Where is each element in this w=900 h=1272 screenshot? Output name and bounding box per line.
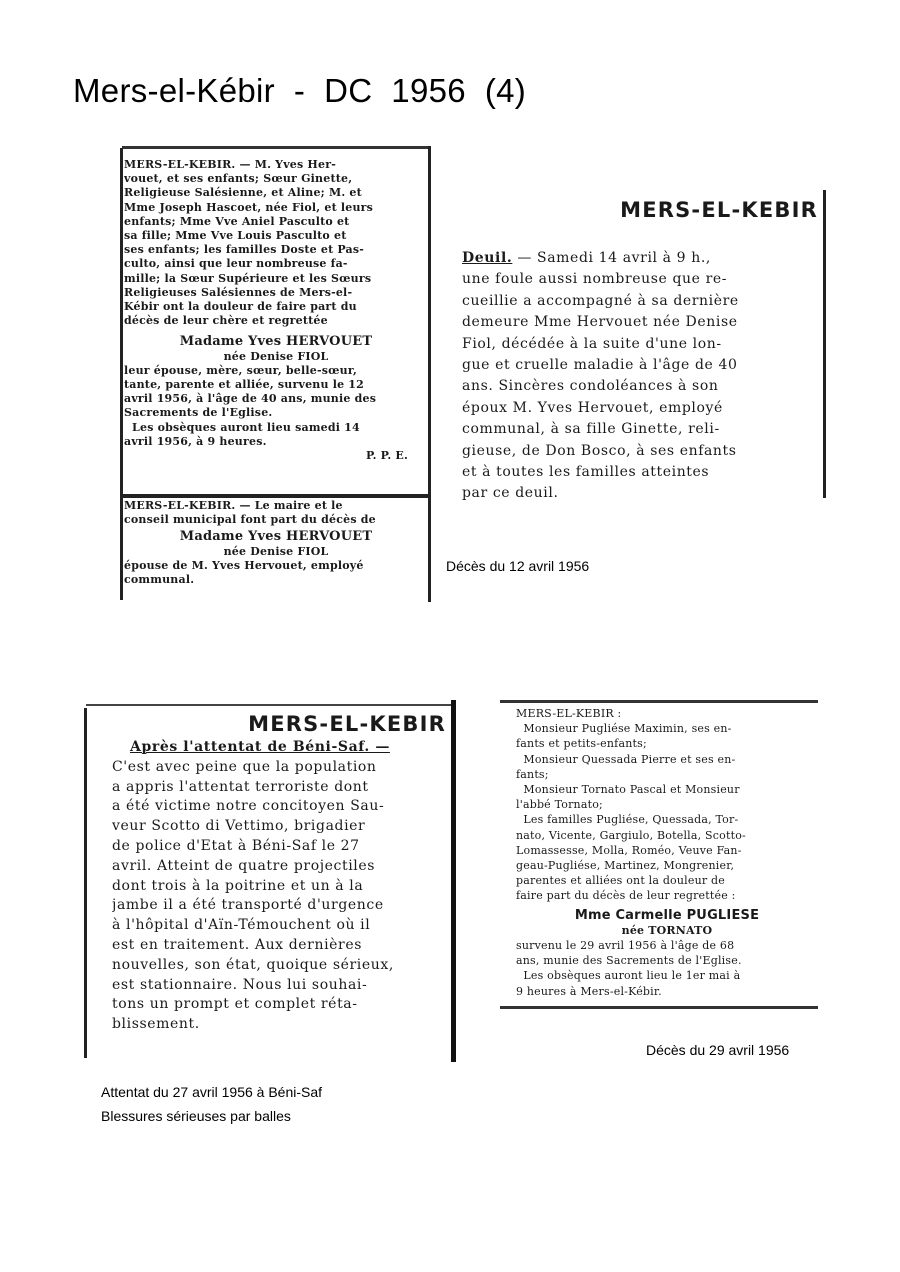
text-line: Religieuse Salésienne, et Aline; M. et <box>124 186 362 200</box>
clipping-rule <box>122 146 430 149</box>
text-line: culto, ainsi que leur nombreuse fa- <box>124 257 348 271</box>
text-line: Kébir ont la douleur de faire part du <box>124 300 357 314</box>
maiden-name: née Denise FIOL <box>223 544 329 558</box>
caption-deces-12-avril: Décès du 12 avril 1956 <box>446 558 590 574</box>
clipping-rule <box>500 700 818 703</box>
clipping-heading: MERS-EL-KEBIR <box>620 198 818 222</box>
text-line: gue et cruelle maladie à l'âge de 40 <box>462 357 738 374</box>
text-line: fants; <box>516 767 549 781</box>
text-line: ans, munie des Sacrements de l'Eglise. <box>516 954 742 968</box>
text-line: — Samedi 14 avril à 9 h., <box>512 250 711 266</box>
text-line: Mme Joseph Hascoet, née Fiol, et leurs <box>124 200 374 214</box>
clipping-rule <box>428 146 431 602</box>
clipping-subheading: Après l'attentat de Béni-Saf. — <box>130 739 390 755</box>
text-line: Lomassesse, Molla, Roméo, Veuve Fan- <box>516 843 742 857</box>
text-line: épouse de M. Yves Hervouet, employé <box>124 558 364 572</box>
caption-attentat: Attentat du 27 avril 1956 à Béni-Saf <box>101 1084 323 1100</box>
text-line: jambe il a été transporté d'urgence <box>112 897 384 914</box>
caption-deces-29-avril: Décès du 29 avril 1956 <box>646 1042 790 1058</box>
text-line: a été victime notre concitoyen Sau- <box>112 798 385 815</box>
text-line: 9 heures à Mers-el-Kébir. <box>516 984 662 998</box>
text-line: Monsieur Quessada Pierre et ses en- <box>516 752 736 766</box>
text-line: tante, parente et alliée, survenu le 12 <box>124 378 365 392</box>
clipping-heading: MERS-EL-KEBIR <box>248 712 446 736</box>
clipping-rule <box>84 708 87 1058</box>
text-line: blissement. <box>112 1016 200 1033</box>
clipping-rule <box>120 148 123 600</box>
text-line: mille; la Sœur Supérieure et les Sœurs <box>124 271 372 285</box>
signature: P. P. E. <box>365 449 408 463</box>
text-line: fants et petits-enfants; <box>516 737 647 751</box>
text-line: Les familles Pugliése, Quessada, Tor- <box>516 813 739 827</box>
text-line: nouvelles, son état, quoique sérieux, <box>112 956 394 973</box>
clipping-rule <box>86 704 454 706</box>
clipping-text-block <box>124 499 428 587</box>
text-line: faire part du décès de leur regrettée : <box>516 889 736 903</box>
clipping-rule <box>500 1006 818 1009</box>
text-line: à l'hôpital d'Aïn-Témouchent où il <box>112 917 371 934</box>
text-line: par ce deuil. <box>462 485 559 502</box>
clipping-deces-hervouet <box>114 142 436 606</box>
deceased-name: Madame Yves HERVOUET <box>179 530 373 545</box>
text-line: ans. Sincères condoléances à son <box>462 378 719 395</box>
text-line: de police d'Etat à Béni-Saf le 27 <box>112 837 360 854</box>
text-line: avril 1956, à 9 heures. <box>124 434 267 448</box>
maiden-name: née Denise FIOL <box>223 349 329 363</box>
text-line: Les obsèques auront lieu le 1er mai à <box>516 969 741 983</box>
text-line: Monsieur Tornato Pascal et Monsieur <box>516 783 740 797</box>
text-line: Sacrements de l'Eglise. <box>124 406 273 420</box>
deceased-name: Madame Yves HERVOUET <box>179 335 373 350</box>
clipping-text-block <box>124 158 428 463</box>
text-line: parentes et alliées ont la douleur de <box>516 874 725 888</box>
text-line: dont trois à la poitrine et un à la <box>112 877 364 894</box>
text-line: vouet, et ses enfants; Sœur Ginette, <box>124 172 353 186</box>
text-line: survenu le 29 avril 1956 à l'âge de 68 <box>516 939 735 953</box>
clipping-deces-pugliese <box>496 694 822 1018</box>
text-line: demeure Mme Hervouet née Denise <box>462 314 738 331</box>
text-line: une foule aussi nombreuse que re- <box>462 271 728 288</box>
text-line: est en traitement. Aux dernières <box>112 936 363 953</box>
text-line: veur Scotto di Vettimo, brigadier <box>112 818 366 835</box>
text-line: Fiol, décédée à la suite d'une lon- <box>462 335 722 352</box>
text-line: avril 1956, à l'âge de 40 ans, munie des <box>124 392 377 406</box>
lead-word: Deuil. <box>462 250 513 266</box>
text-line: conseil municipal font part du décès de <box>124 513 376 527</box>
text-line: Monsieur Pugliése Maximin, ses en- <box>516 722 732 736</box>
clipping-separator <box>122 494 430 498</box>
text-line: cueillie a accompagné à sa dernière <box>462 292 739 309</box>
text-line: est stationnaire. Nous lui souhai- <box>112 976 368 993</box>
text-line: communal, à sa fille Ginette, reli- <box>462 421 720 438</box>
text-line: MERS-EL-KEBIR. — Le maire et le <box>124 499 343 512</box>
text-line: tons un prompt et complet réta- <box>112 996 358 1013</box>
text-line: gieuse, de Don Bosco, à ses enfants <box>462 442 737 459</box>
clipping-attentat <box>84 700 460 1064</box>
text-line: MERS-EL-KEBIR. — M. Yves Her- <box>124 158 336 171</box>
text-line: sa fille; Mme Vve Louis Pasculto et <box>124 229 347 243</box>
page-title: Mers-el-Kébir - DC 1956 (4) <box>73 72 527 109</box>
clipping-text-block <box>516 706 818 999</box>
text-line: enfants; Mme Vve Aniel Pasculto et <box>124 214 350 228</box>
text-line: leur épouse, mère, sœur, belle-sœur, <box>124 363 358 377</box>
clipping-deuil <box>450 180 830 502</box>
text-line: nato, Vicente, Gargiulo, Botella, Scotto- <box>516 828 746 842</box>
text-line: avril. Atteint de quatre projectiles <box>112 857 376 874</box>
text-line: a appris l'attentat terroriste dont <box>112 778 369 795</box>
text-line: ses enfants; les familles Doste et Pas- <box>124 243 365 257</box>
text-line: l'abbé Tornato; <box>516 798 603 812</box>
maiden-name: née TORNATO <box>621 923 713 937</box>
clipping-text-block <box>112 738 448 1035</box>
text-line: Les obsèques auront lieu samedi 14 <box>124 420 360 434</box>
text-line: communal. <box>124 573 195 587</box>
clipping-text-block <box>462 248 822 502</box>
clipping-rule <box>451 700 456 1062</box>
text-line: et à toutes les familles atteintes <box>462 464 710 481</box>
text-line: Religieuses Salésiennes de Mers-el- <box>124 285 353 299</box>
text-line: époux M. Yves Hervouet, employé <box>462 399 723 416</box>
deceased-name: Mme Carmelle PUGLIESE <box>574 907 760 923</box>
text-line: décès de leur chère et regrettée <box>124 314 328 328</box>
text-line: MERS-EL-KEBIR : <box>516 707 622 720</box>
clipping-rule <box>823 190 826 498</box>
caption-blessures: Blessures sérieuses par balles <box>101 1108 291 1124</box>
text-line: geau-Pugliése, Martinez, Mongrenier, <box>516 859 735 873</box>
text-line: C'est avec peine que la population <box>112 758 377 775</box>
